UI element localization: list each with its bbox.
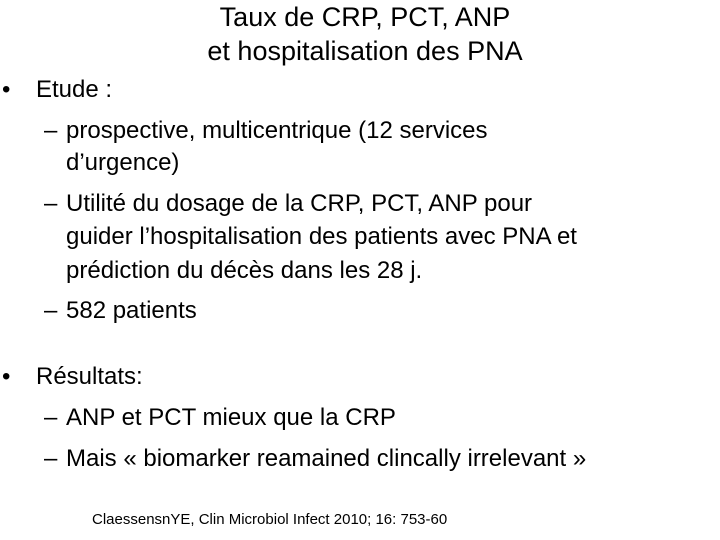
etude-item-1-line-2: d’urgence) bbox=[66, 149, 180, 176]
etude-item-3-line-1: 582 patients bbox=[66, 297, 197, 324]
resultats-heading: Résultats: bbox=[36, 363, 143, 390]
slide-title bbox=[0, 0, 720, 68]
title-line-2: et hospitalisation des PNA bbox=[207, 36, 523, 66]
etude-item-2-line-1: Utilité du dosage de la CRP, PCT, ANP pour bbox=[66, 190, 533, 217]
dash-resultats-1: – bbox=[44, 404, 58, 431]
dash-etude-3: – bbox=[44, 297, 58, 324]
resultats-item-1-line-1: ANP et PCT mieux que la CRP bbox=[66, 404, 396, 431]
citation: ClaessensnYE, Clin Microbiol Infect 2010; 16: 753-60 bbox=[92, 511, 448, 528]
bullet-etude: • bbox=[2, 76, 11, 103]
dash-resultats-2: – bbox=[44, 445, 58, 472]
etude-heading: Etude : bbox=[36, 76, 113, 103]
dash-etude-1: – bbox=[44, 117, 58, 144]
etude-item-2-line-2: guider l’hospitalisation des patients avec PNA et bbox=[66, 223, 577, 250]
dash-etude-2: – bbox=[44, 190, 58, 217]
title-line-1: Taux de CRP, PCT, ANP bbox=[219, 2, 511, 32]
etude-item-2-line-3: prédiction du décès dans les 28 j. bbox=[66, 257, 423, 284]
resultats-item-2-line-1: Mais « biomarker reamained clincally irrelevant » bbox=[66, 445, 587, 472]
bullet-resultats: • bbox=[2, 363, 11, 390]
etude-item-1-line-1: prospective, multicentrique (12 services bbox=[66, 117, 488, 144]
